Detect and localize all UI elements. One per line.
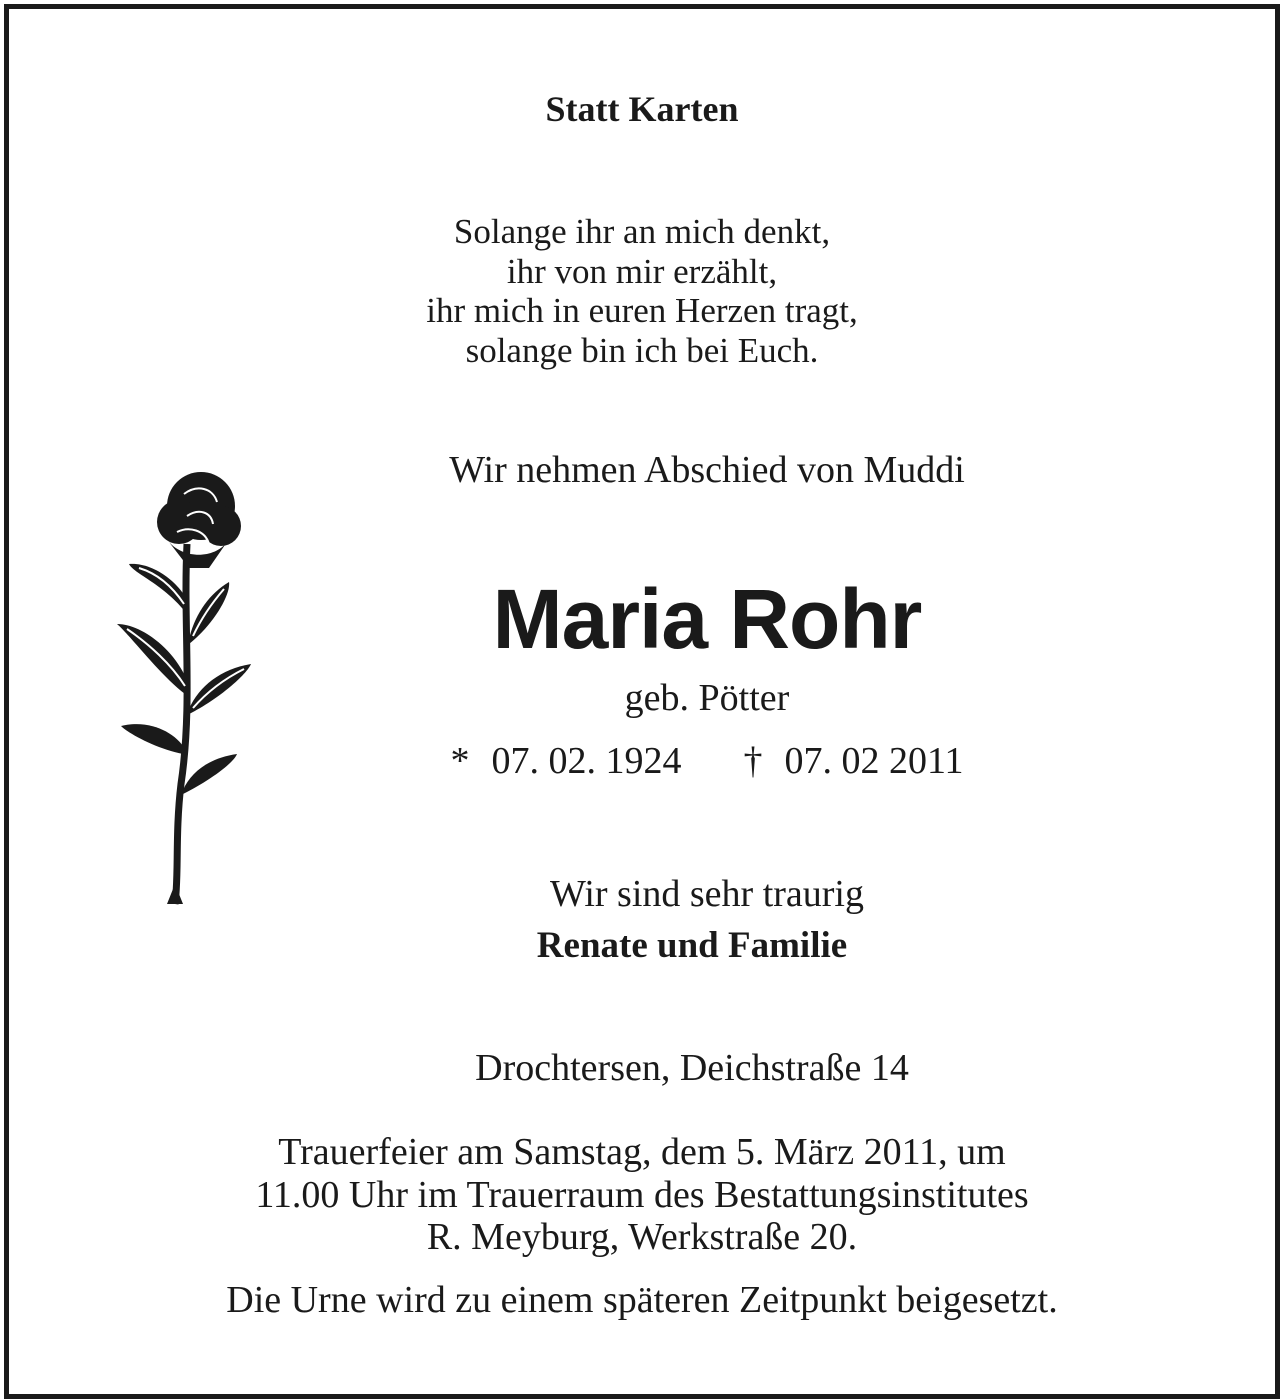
birth-symbol: *: [450, 740, 470, 782]
service-line-1: Trauerfeier am Samstag, dem 5. März 2011, um: [278, 1131, 1006, 1173]
death-date: 07. 02 2011: [784, 740, 964, 782]
poem-line-4: solange bin ich bei Euch.: [465, 331, 819, 370]
service-line-2: 11.00 Uhr im Trauerraum des Bestattungsinstitutes: [255, 1174, 1029, 1216]
farewell-line: Wir nehmen Abschied von Muddi: [449, 449, 965, 491]
deceased-name: Maria Rohr: [492, 572, 922, 666]
mourners: Renate und Familie: [536, 925, 848, 966]
life-dates: [9, 742, 1275, 780]
mourning-line: Wir sind sehr traurig: [549, 873, 864, 915]
obituary-frame: [4, 4, 1280, 1399]
poem-line-3: ihr mich in euren Herzen tragt,: [426, 291, 858, 330]
maiden-name: geb. Pötter: [624, 677, 790, 719]
death-symbol: †: [743, 740, 763, 782]
header-statt-karten: Statt Karten: [545, 89, 739, 129]
poem-line-1: Solange ihr an mich denkt,: [453, 212, 831, 251]
service-line-3: R. Meyburg, Werkstraße 20.: [426, 1216, 858, 1258]
poem-line-2: ihr von mir erzählt,: [506, 252, 778, 291]
urn-note: Die Urne wird zu einem späteren Zeitpunkt beigesetzt.: [226, 1279, 1058, 1321]
birth-date: 07. 02. 1924: [491, 740, 682, 782]
address: Drochtersen, Deichstraße 14: [475, 1047, 909, 1089]
